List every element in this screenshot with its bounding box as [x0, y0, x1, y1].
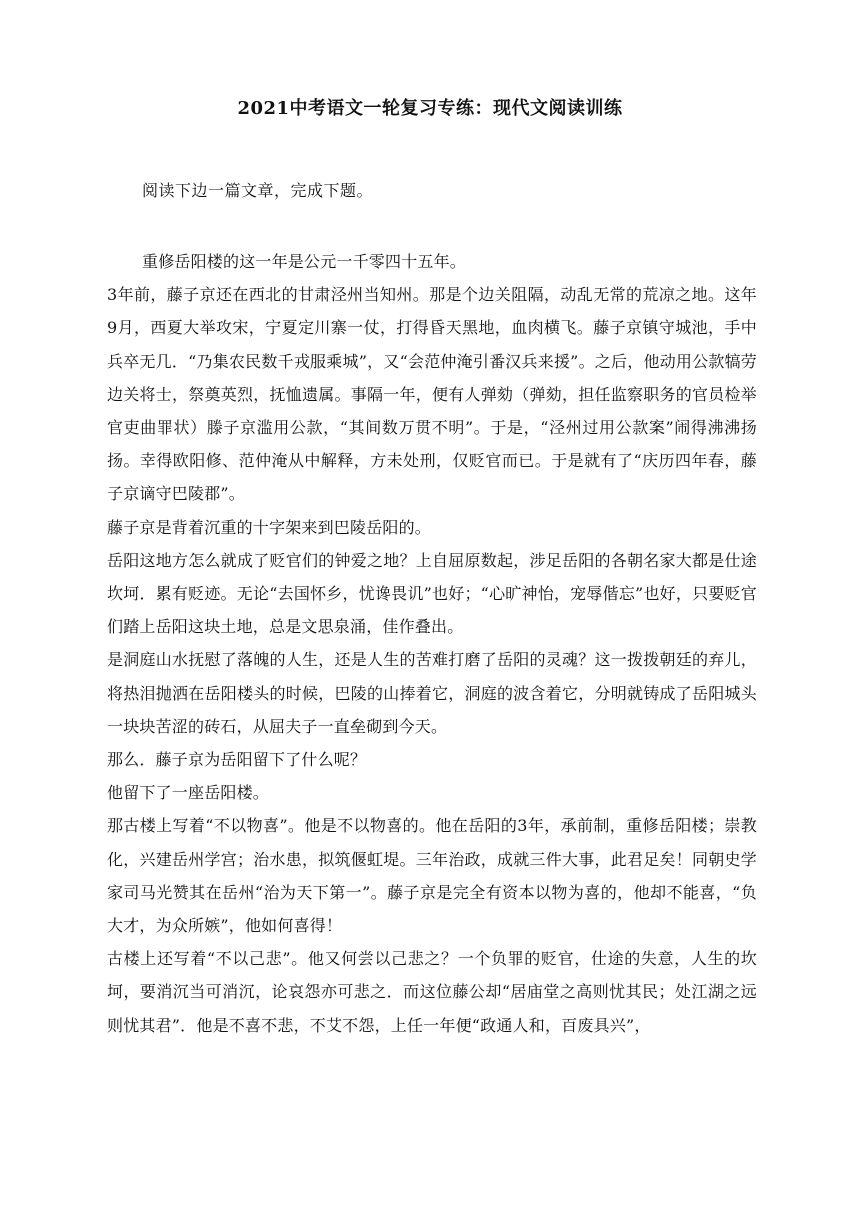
document-title: 2021中考语文一轮复习专练：现代文阅读训练	[237, 98, 623, 119]
reading-instruction: 阅读下边一篇文章，完成下题。	[142, 181, 374, 200]
article-paragraph: 重修岳阳楼的这一年是公元一千零四十五年。	[142, 252, 467, 271]
article-body	[107, 245, 757, 1042]
article-paragraph: 是洞庭山水抚慰了落魄的人生，还是人生的苦难打磨了岳阳的灵魂？这一拨拨朝廷的弃儿，将热泪抛洒在岳阳楼头的时候，巴陵的山捧着它，洞庭的波含着它，分明就铸成了岳阳城头一块块苦涩的砖石，从屈夫子一直垒砌到今天。	[107, 650, 757, 736]
article-paragraph: 3年前，藤子京还在西北的甘肃泾州当知州。那是个边关阻隔，动乱无常的荒凉之地。这年9月，西夏大举攻宋，宁夏定川寨一仗，打得昏天黑地，血肉横飞。藤子京镇守城池，手中兵卒无几．“乃集农民数千戎服乘城”，又“会范仲淹引番汉兵来援”。之后，他动用公款犒劳边关将士，祭奠英烈，抚恤遗属。事隔一年，便有人弹劾（弹劾，担任监察职务的官员检举官吏曲罪状）滕子京滥用公款，“其间数万贯不明”。于是，“泾州过用公款案”闹得沸沸扬扬。幸得欧阳修、范仲淹从中解释，方未处刑，仅贬官而已。于是就有了“庆历四年春，藤子京谪守巴陵郡”。	[107, 285, 757, 504]
article-paragraph: 那古楼上写着“不以物喜”。他是不以物喜的。他在岳阳的3年，承前制，重修岳阳楼；崇教化，兴建岳州学宫；治水患，拟筑偃虹堤。三年治政，成就三件大事，此君足矣！同朝史学家司马光赞其在岳州“治为天下第一”。藤子京是完全有资本以物为喜的，他却不能喜，“负大才，为众所嫉”，他如何喜得！	[107, 816, 757, 936]
article-paragraph: 那么．藤子京为岳阳留下了什么呢？	[107, 750, 367, 770]
article-paragraph: 藤子京是背着沉重的十字架来到巴陵岳阳的。	[107, 517, 432, 537]
article-paragraph: 岳阳这地方怎么就成了贬官们的钟爱之地？上自屈原数起，涉足岳阳的各朝名家大都是仕途坎坷．累有贬迹。无论“去国怀乡，忧谗畏讥”也好；“心旷神怡，宠辱偕忘”也好，只要贬官们踏上岳阳这块土地，总是文思泉涌，佳作叠出。	[107, 550, 757, 637]
article-paragraph: 他留下了一座岳阳楼。	[107, 783, 270, 803]
article-paragraph: 古楼上还写着“不以己悲”。他又何尝以己悲之？一个负罪的贬官，仕途的失意，人生的坎坷，要消沉当可消沉，论哀怨亦可悲之．而这位藤公却“居庙堂之高则忧其民；处江湖之远则忧其君”．他是不喜不悲，不艾不怨，上任一年便“政通人和，百废具兴”，	[107, 949, 757, 1035]
